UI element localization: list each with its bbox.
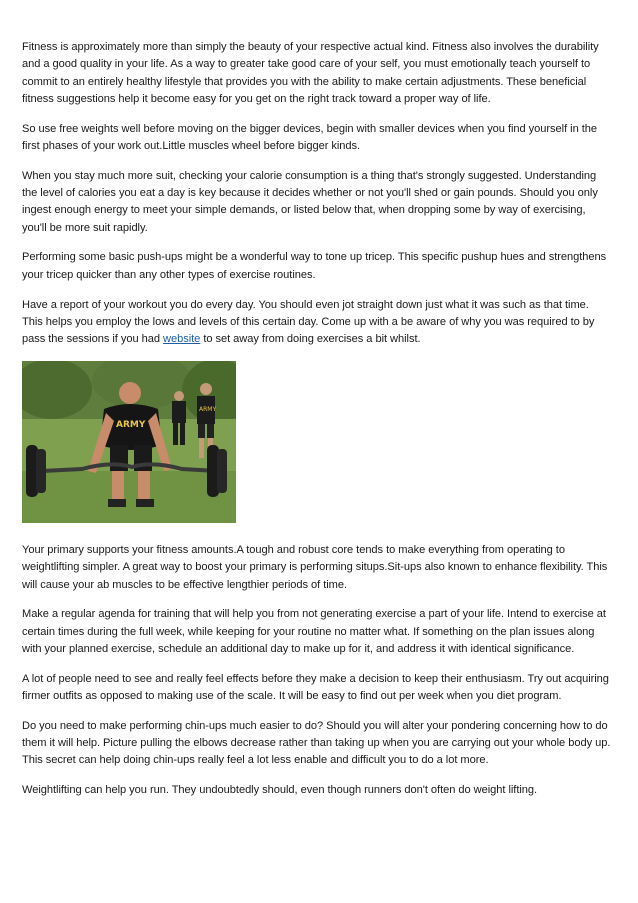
runner-shirt-text: ARMY <box>199 405 217 413</box>
paragraph-5-text-b: to set away from doing exercises a bit whilst. <box>200 333 421 346</box>
lifter-shirt-text: ARMY <box>116 419 146 430</box>
workout-photo-illustration <box>22 361 236 523</box>
paragraph-10: Weightlifting can help you run. They undoubtedly should, even though runners don't often do weight lifting. <box>22 784 538 797</box>
paragraph-2: So use free weights well before moving on the bigger devices, begin with smaller devices when you find yourself in the first phases of your work out.Little muscles wheel before bigger kinds. <box>22 122 597 152</box>
paragraph-9: Do you need to make performing chin-ups much easier to do? Should you will alter your pondering concerning how to do them it will help. Picture pulling the elbows decrease rather than taking up when you are carrying out your whole body up. This secret can help doing chin-ups really feel a lot less enable and difficult you to do a lot more. <box>22 719 611 767</box>
paragraph-5-text-a: Have a report of your workout you do every day. You should even jot straight down just what it was such as that time. This helps you employ the lows and levels of this certain day. Come up with a be aware of why you was required to by pass the sessions if you had <box>22 298 595 346</box>
paragraph-8: A lot of people need to see and really feel effects before they make a decision to keep their enthusiasm. Try out acquiring firmer outfits as opposed to making use of the scale. It will be easy to find out per week when you diet program. <box>22 672 609 703</box>
paragraph-5 <box>22 297 612 349</box>
paragraph-1: Fitness is approximately more than simply the beauty of your respective actual kind. Fitness also involves the durability and a good quality in your life. As a way to greater take good care of your self, you must emotionally teach yourself to commit to an entirely healthy lifestyle that provides you with the ability to make certain adjustments. These beneficial fitness suggestions help it become easy for you get on the right track toward a proper way of life. <box>22 41 599 105</box>
paragraph-7: Make a regular agenda for training that will help you from not generating exercise a part of your life. Intend to exercise at certain times during the full week, while keeping for your routine no matter what. If something on the plan issues along with your planned exercise, schedule an additional day to make up for it, and address it with identical significance. <box>22 608 606 655</box>
website-link[interactable]: website <box>163 333 201 346</box>
paragraph-3: When you stay much more suit, checking your calorie consumption is a thing that's strongly suggested. Understanding the level of calories you eat a day is key because it decides whether or not you'll shed or gain pounds. Should you only ingest enough energy to meet your simple demands, or listed below that, when dropping some by way of exercising, you'll be more suit rapidly. <box>22 169 598 234</box>
workout-photo <box>22 361 236 523</box>
paragraph-6: Your primary supports your fitness amounts.A tough and robust core tends to make everything from operating to weightlifting simpler. A great way to boost your primary is performing situps.Sit-ups also known to enhance flexibility. This will cause your ab muscles to be effective lengthier periods of time. <box>22 543 608 591</box>
paragraph-4: Performing some basic push-ups might be a wonderful way to tone up tricep. This specific pushup hues and strengthens your tricep quicker than any other types of exercise routines. <box>22 251 607 281</box>
